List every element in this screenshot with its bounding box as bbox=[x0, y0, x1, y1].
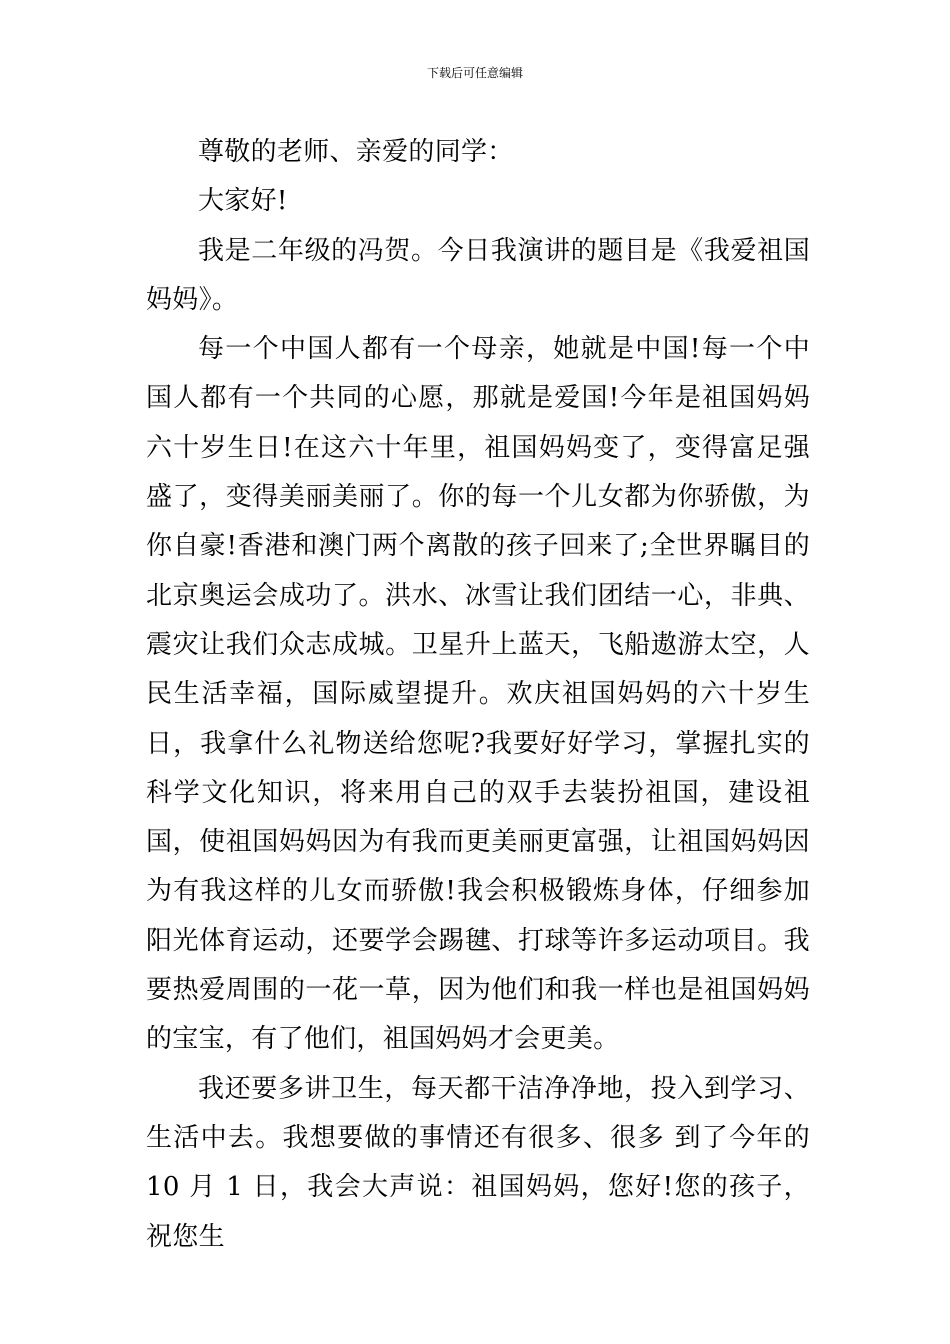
page-header: 下载后可任意编辑 bbox=[426, 66, 523, 80]
main-paragraph: 每一个中国人都有一个母亲，她就是中国!每一个中国人都有一个共同的心愿，那就是爱国!今年是祖国妈妈六十岁生日!在这六十年里，祖国妈妈变了，变得富足强盛了，变得美丽美丽了。你的每一个儿女都为你骄傲，为你自豪!香港和澳门两个离散的孩子回来了;全世界瞩目的北京奥运会成功了。洪水、冰雪让我们团结一心，非典、震灾让我们众志成城。卫星升上蓝天，飞船遨游太空，人民生活幸福，国际威望提升。欢庆祖国妈妈的六十岁生日，我拿什么礼物送给您呢?我要好好学习，掌握扎实的科学文化知识，将来用自己的双手去装扮祖国，建设祖国，使祖国妈妈因为有我而更美丽更富强，让祖国妈妈因为有我这样的儿女而骄傲!我会积极锻炼身体，仔细参加阳光体育运动，还要学会踢毽、打球等许多运动项目。我要热爱周围的一花一草，因为他们和我一样也是祖国妈妈的宝宝，有了他们，祖国妈妈才会更美。 bbox=[146, 334, 810, 1055]
intro-paragraph: 我是二年级的冯贺。今日我演讲的题目是《我爱祖国妈妈》。 bbox=[146, 235, 810, 315]
salutation: 尊敬的老师、亲爱的同学： bbox=[198, 137, 514, 167]
closing-paragraph: 我还要多讲卫生，每天都干洁净净地，投入到学习、生活中去。我想要做的事情还有很多、很多 到了今年的 10 月 1 日，我会大声说：祖国妈妈，您好!您的孩子，祝您生 bbox=[146, 1073, 810, 1252]
document-body bbox=[146, 128, 810, 1262]
greeting: 大家好! bbox=[198, 186, 288, 217]
